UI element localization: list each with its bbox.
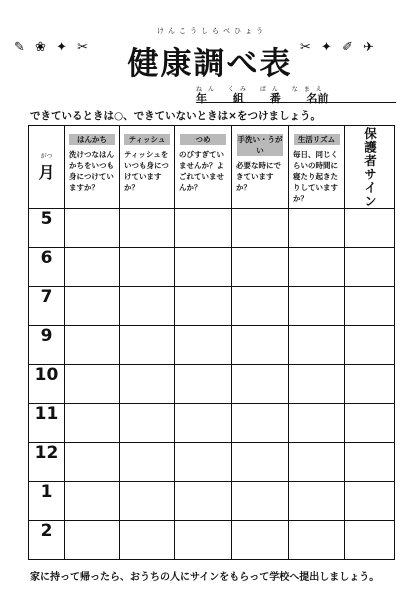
- check-cell[interactable]: [175, 404, 232, 443]
- check-cell[interactable]: [289, 482, 345, 521]
- check-cell[interactable]: [289, 443, 345, 482]
- table-row: [29, 482, 395, 521]
- number-label: 番: [269, 92, 281, 105]
- category-label: つめ: [180, 134, 226, 145]
- table-row: [29, 365, 395, 404]
- check-cell[interactable]: [289, 404, 345, 443]
- check-cell[interactable]: [289, 287, 345, 326]
- check-cell[interactable]: [65, 287, 120, 326]
- year-label: 年: [196, 92, 207, 105]
- guardian-sign-cell[interactable]: [345, 209, 395, 248]
- table-row: [29, 326, 395, 365]
- check-cell[interactable]: [175, 287, 232, 326]
- guardian-sign-cell[interactable]: [345, 404, 395, 443]
- check-cell[interactable]: [175, 521, 232, 560]
- category-label: はんかち: [69, 134, 115, 145]
- table-row: [29, 443, 395, 482]
- check-cell[interactable]: [232, 365, 289, 404]
- flower-icon: ❀: [35, 40, 49, 55]
- check-cell[interactable]: [175, 443, 232, 482]
- check-cell[interactable]: [289, 248, 345, 287]
- month-header: [29, 126, 65, 209]
- table-row: [29, 287, 395, 326]
- category-label: 手洗い・うがい: [237, 135, 283, 155]
- month-header-reading: がつ: [40, 153, 53, 160]
- check-cell[interactable]: [232, 521, 289, 560]
- header-row: [29, 126, 395, 209]
- column-header-life-rhythm: [289, 126, 345, 209]
- guardian-sign-cell[interactable]: [345, 365, 395, 404]
- month-cell: 2: [29, 521, 65, 560]
- check-cell[interactable]: [65, 365, 120, 404]
- question-text: 毎日、同じくらいの時間に寝たり起きたりしていますか？: [293, 150, 338, 203]
- check-cell[interactable]: [65, 326, 120, 365]
- check-cell[interactable]: [175, 365, 232, 404]
- check-cell[interactable]: [120, 248, 175, 287]
- table-row: [29, 209, 395, 248]
- footer-note: 家に持って帰ったら、おうちの人にサインをもらって学校へ提出しましょう。: [30, 572, 380, 583]
- month-cell: 6: [29, 248, 65, 287]
- check-cell[interactable]: [120, 404, 175, 443]
- check-cell[interactable]: [232, 404, 289, 443]
- check-cell[interactable]: [232, 209, 289, 248]
- question-text: 必要な時にできていますか？: [236, 161, 281, 192]
- check-cell[interactable]: [289, 521, 345, 560]
- class-label: 組: [232, 92, 244, 105]
- check-cell[interactable]: [289, 209, 345, 248]
- question-text: 洗けつなはんかちをいつも身につけていますか？: [69, 150, 114, 192]
- decoration-left: [14, 40, 91, 55]
- column-header-handwashing: [232, 126, 289, 209]
- check-cell[interactable]: [120, 209, 175, 248]
- check-cell[interactable]: [120, 326, 175, 365]
- column-header-tissue: [120, 126, 175, 209]
- check-cell[interactable]: [232, 482, 289, 521]
- check-cell[interactable]: [120, 443, 175, 482]
- question-text: ティッシュをいつも身につけていますか？: [124, 150, 169, 192]
- check-cell[interactable]: [289, 365, 345, 404]
- month-cell: 10: [29, 365, 65, 404]
- health-check-table: [28, 125, 395, 560]
- check-cell[interactable]: [232, 443, 289, 482]
- check-cell[interactable]: [232, 287, 289, 326]
- check-cell[interactable]: [65, 443, 120, 482]
- guardian-sign-cell[interactable]: [345, 482, 395, 521]
- month-cell: 5: [29, 209, 65, 248]
- check-cell[interactable]: [120, 521, 175, 560]
- column-header-guardian-sign: [345, 126, 395, 209]
- scissors-icon: ✂: [300, 40, 314, 55]
- decoration-right: [300, 40, 377, 55]
- sparkle-icon: ✦: [56, 40, 70, 55]
- check-cell[interactable]: [175, 248, 232, 287]
- title-reading: けんこうしらべひょう: [157, 27, 267, 35]
- check-cell[interactable]: [175, 326, 232, 365]
- page-title: 健康調べ表: [127, 46, 293, 82]
- month-cell: 7: [29, 287, 65, 326]
- name-label: 名前: [306, 92, 329, 105]
- month-header-label: 月: [38, 163, 55, 182]
- column-header-handkerchief: [65, 126, 120, 209]
- question-text: のびすぎていませんか？よごれていませんか？: [179, 150, 224, 192]
- check-cell[interactable]: [65, 521, 120, 560]
- month-cell: 12: [29, 443, 65, 482]
- scissors-icon: ✂: [77, 40, 92, 55]
- instruction-text: できているときは○、できていないときは×をつけましょう。: [30, 110, 321, 122]
- category-label: ティッシュ: [124, 134, 170, 145]
- month-cell: 1: [29, 482, 65, 521]
- guardian-sign-label: 保護者サイン: [362, 126, 378, 208]
- check-cell[interactable]: [65, 209, 120, 248]
- guardian-sign-cell[interactable]: [345, 443, 395, 482]
- pencil-icon: ✎: [14, 40, 28, 55]
- column-header-nails: [175, 126, 232, 209]
- check-cell[interactable]: [175, 482, 232, 521]
- check-cell[interactable]: [232, 248, 289, 287]
- check-cell[interactable]: [65, 248, 120, 287]
- month-cell: 11: [29, 404, 65, 443]
- table-row: [29, 404, 395, 443]
- check-cell[interactable]: [65, 404, 120, 443]
- guardian-sign-cell[interactable]: [345, 326, 395, 365]
- sparkle-icon: ✦: [321, 40, 335, 55]
- name-fields[interactable]: [196, 90, 396, 103]
- guardian-sign-cell[interactable]: [345, 248, 395, 287]
- table-row: [29, 521, 395, 560]
- guardian-sign-cell[interactable]: [345, 521, 395, 560]
- airplane-icon: ✈: [363, 40, 378, 55]
- check-cell[interactable]: [289, 326, 345, 365]
- guardian-sign-cell[interactable]: [345, 287, 395, 326]
- table-row: [29, 248, 395, 287]
- pen-icon: ✐: [342, 40, 356, 55]
- month-cell: 9: [29, 326, 65, 365]
- check-cell[interactable]: [120, 365, 175, 404]
- check-cell[interactable]: [232, 326, 289, 365]
- check-cell[interactable]: [120, 287, 175, 326]
- check-cell[interactable]: [65, 482, 120, 521]
- check-cell[interactable]: [175, 209, 232, 248]
- header: [0, 0, 420, 92]
- month-rows: [29, 209, 395, 560]
- name-fields-reading: ねん くみ ばん なまえ: [196, 86, 328, 93]
- check-cell[interactable]: [120, 482, 175, 521]
- category-label: 生活リズム: [294, 134, 340, 145]
